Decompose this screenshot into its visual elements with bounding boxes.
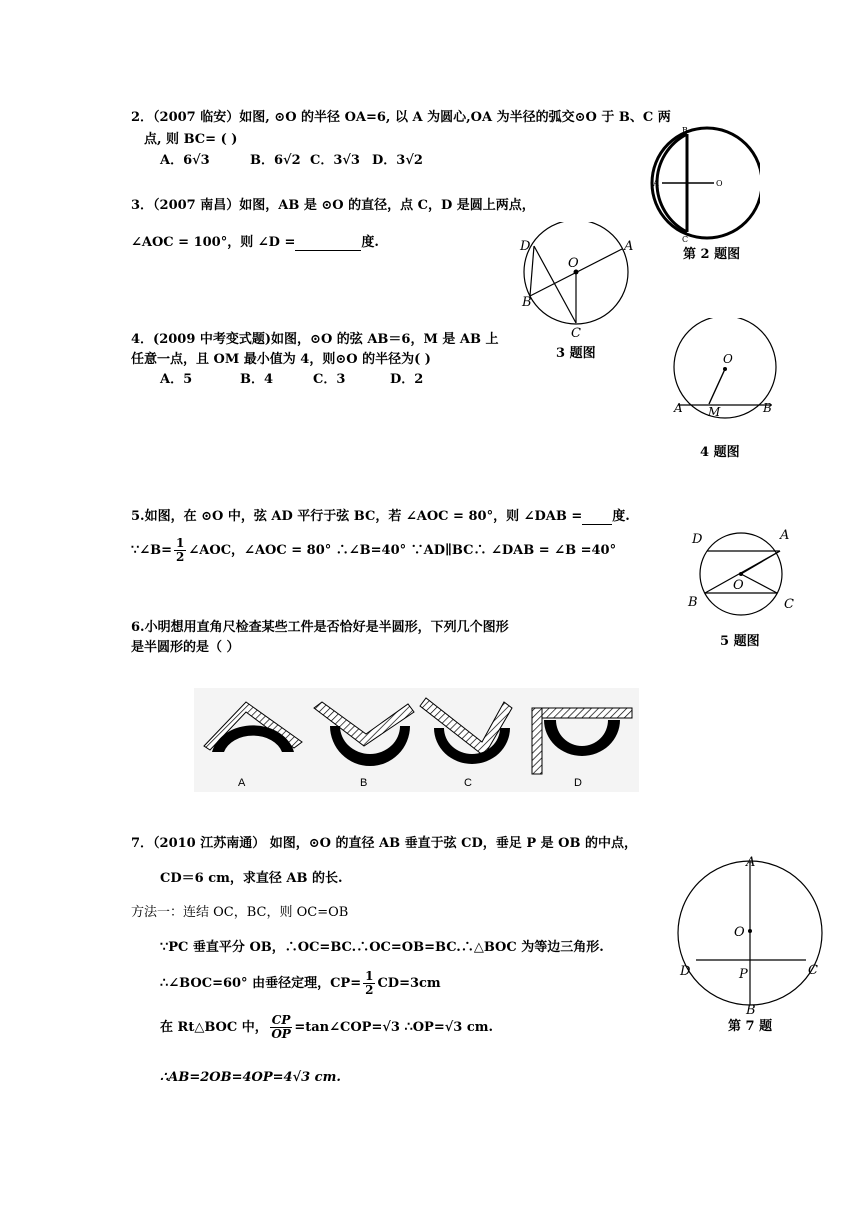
q7-step3-den: OP [271, 1027, 291, 1041]
q5-solution [131, 537, 616, 564]
q3-label-c: C [571, 326, 581, 341]
q6-line1: 6.小明想用直角尺检查某些工件是否恰好是半圆形，下列几个图形 [131, 620, 509, 635]
q3-label-a: A [624, 239, 634, 254]
q5-sol-start: ∵∠B= [131, 543, 173, 558]
q3-caption: 3 题图 [556, 346, 596, 361]
q3-line1: 3．（2007 南昌）如图，AB 是 ⊙O 的直径，点 C，D 是圆上两点， [131, 198, 535, 213]
q5-frac-num: 1 [176, 536, 185, 550]
q7-figure [676, 852, 826, 1016]
q6-option-a-label: A [238, 777, 246, 789]
q3-figure [510, 222, 640, 344]
q4-caption: 4 题图 [700, 445, 740, 460]
q6-line2: 是半圆形的是（ ） [131, 640, 240, 655]
q5-label-d: D [692, 532, 703, 547]
q7-step2 [160, 970, 441, 997]
q6-option-b-label: B [360, 777, 368, 789]
q3-answer-blank[interactable] [295, 234, 361, 251]
q7-method: 方法一：连结 OC，BC，则 OC=OB [131, 905, 349, 920]
q5-label-o: O [733, 578, 744, 593]
q7-line2: CD＝6 cm，求直径 AB 的长. [160, 871, 343, 886]
q5-fraction [174, 537, 186, 564]
q5-line1-end: 度. [612, 509, 630, 524]
q4-figure [668, 318, 788, 423]
q5-label-c: C [784, 597, 794, 612]
q4-line2: 任意一点，且 OM 最小值为 4，则⊙O 的半径为( ) [131, 352, 431, 367]
q7-step2-fraction [363, 970, 375, 997]
q7-step2-den: 2 [365, 983, 374, 997]
q3-label-b: B [522, 295, 532, 310]
q2-label-b: B [682, 126, 688, 135]
q5-caption: 5 题图 [720, 634, 760, 649]
q7-caption: 第 7 题 [728, 1019, 773, 1034]
q2-label-o: O [716, 179, 723, 188]
q2-choice-b: B．6√2 [250, 153, 301, 168]
q5-line1-text: 5.如图，在 ⊙O 中，弦 AD 平行于弦 BC，若 ∠AOC = 80°，则 ∠DAB = [131, 509, 583, 524]
q5-answer-blank[interactable] [582, 508, 612, 525]
q7-label-p: P [739, 967, 748, 982]
q7-label-o: O [734, 925, 745, 940]
q2-line2: 点, 则 BC= ( ) [144, 132, 238, 147]
q7-label-c: C [808, 963, 818, 978]
q2-line1: 2．（2007 临安）如图, ⊙O 的半径 OA=6, 以 A 为圆心,OA 为半径的弧交⊙O 于 B、C 两 [131, 110, 671, 125]
q7-step3-end: =tan∠COP=√3 ∴OP=√3 cm. [294, 1020, 494, 1035]
q2-choice-a: A．6√3 [160, 153, 210, 168]
q7-step1: ∵PC 垂直平分 OB，∴OC=BC.∴OC=OB=BC.∴△BOC 为等边三角形. [160, 940, 604, 955]
q7-line1: 7．（2010 江苏南通） 如图，⊙O 的直径 AB 垂直于弦 CD，垂足 P 是 OB 的中点， [131, 836, 637, 851]
q2-caption: 第 2 题图 [683, 247, 741, 262]
q4-label-m: M [708, 405, 721, 419]
q5-frac-den: 2 [176, 550, 185, 564]
q4-line1: 4．(2009 中考变式题)如图，⊙O 的弦 AB＝6，M 是 AB 上 [131, 332, 499, 347]
q4-choice-a: A．5 [160, 372, 193, 387]
q7-step2-end: CD=3cm [377, 976, 441, 991]
q3-line2-text: ∠AOC = 100°，则 ∠D = [131, 235, 296, 250]
q5-label-b: B [688, 595, 698, 610]
q4-choice-b: B．4 [240, 372, 274, 387]
q5-line1 [131, 508, 630, 525]
q7-step2-text: ∴∠BOC=60° 由垂径定理，CP= [160, 976, 362, 991]
q3-label-o: O [568, 256, 579, 271]
q4-choice-d: D．2 [390, 372, 424, 387]
q7-label-a: A [746, 855, 756, 870]
q4-label-a: A [674, 401, 683, 415]
q7-step2-num: 1 [365, 969, 374, 983]
q2-figure [650, 125, 760, 245]
q3-line2-end: 度. [361, 235, 379, 250]
q7-label-d: D [680, 964, 691, 979]
q7-step3-num: CP [271, 1013, 291, 1027]
q6-figure [194, 688, 639, 792]
q6-option-c-label: C [464, 777, 472, 789]
q4-label-o: O [723, 352, 733, 366]
q7-step3-text: 在 Rt△BOC 中， [160, 1020, 268, 1035]
q3-line2 [131, 234, 379, 251]
q2-choice-d: D．3√2 [372, 153, 423, 168]
q7-step3-fraction [270, 1014, 293, 1041]
q4-label-b: B [763, 401, 772, 415]
q3-label-d: D [520, 239, 531, 254]
q5-figure [686, 525, 801, 617]
q7-step3 [160, 1014, 493, 1041]
q7-step4: ∴AB=2OB=4OP=4√3 cm. [160, 1070, 341, 1085]
q2-label-c: C [682, 235, 689, 244]
q5-label-a: A [780, 528, 790, 543]
q7-label-b: B [746, 1003, 756, 1016]
q2-label-a: A [653, 179, 659, 188]
q4-choice-c: C．3 [313, 372, 346, 387]
q6-option-d-label: D [574, 777, 582, 789]
q5-sol-rest: ∠AOC，∠AOC = 80° ∴∠B=40° ∵AD∥BC∴ ∠DAB = ∠B =40° [188, 543, 617, 558]
q2-choice-c: C．3√3 [310, 153, 360, 168]
